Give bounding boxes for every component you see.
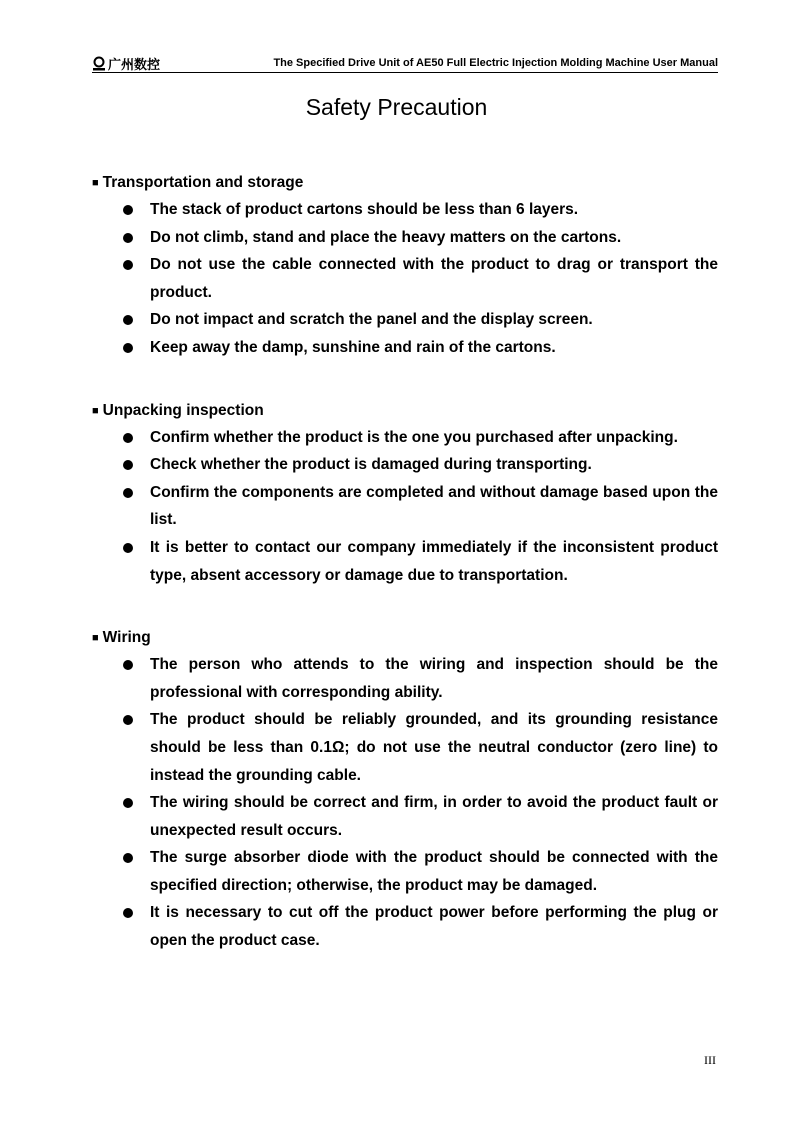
- page-number: III: [704, 1053, 716, 1067]
- bullet-dot-icon: [123, 908, 133, 918]
- section-heading: ■ Transportation and storage: [92, 174, 304, 191]
- list-item: Do not impact and scratch the panel and the display screen.: [92, 306, 718, 334]
- company-logo-text: 广州数控: [108, 58, 161, 73]
- bullet-dot-icon: [123, 460, 133, 470]
- bullet-dot-icon: [123, 853, 133, 863]
- list-item: The person who attends to the wiring and inspection should be the professional with corresponding ability.: [92, 651, 718, 706]
- page-title: Safety Precaution: [305, 94, 488, 120]
- section-transportation-storage: [92, 169, 718, 362]
- manual-title: The Specified Drive Unit of AE50 Full Electric Injection Molding Machine User Manual: [273, 57, 718, 69]
- list-item: The product should be reliably grounded, and its grounding resistance should be less than 0.1Ω; do not use the neutral conductor (zero line) to instead the grounding cable.: [92, 706, 718, 789]
- list-item: Do not use the cable connected with the product to drag or transport the product.: [92, 251, 718, 306]
- section-unpacking-inspection: [92, 397, 718, 590]
- section-heading: ■ Unpacking inspection: [92, 401, 264, 419]
- bullet-dot-icon: [123, 715, 133, 725]
- bullet-dot-icon: [123, 660, 133, 670]
- list-item: The wiring should be correct and firm, in order to avoid the product fault or unexpected result occurs.: [92, 789, 718, 844]
- list-item: Do not climb, stand and place the heavy matters on the cartons.: [92, 224, 718, 252]
- square-bullet-icon: ■: [92, 404, 99, 417]
- square-bullet-icon: ■: [92, 632, 99, 645]
- company-logo: [92, 54, 160, 73]
- list-item: Keep away the damp, sunshine and rain of the cartons.: [92, 334, 718, 362]
- list-item: Confirm whether the product is the one you purchased after unpacking.: [92, 424, 718, 452]
- bullet-dot-icon: [123, 260, 133, 270]
- bullet-dot-icon: [123, 488, 133, 498]
- bullet-list: [92, 196, 718, 362]
- bullet-dot-icon: [123, 233, 133, 243]
- bullet-dot-icon: [123, 798, 133, 808]
- document-body: [92, 169, 718, 955]
- company-logo-icon: [92, 56, 106, 72]
- list-item: Confirm the components are completed and without damage based upon the list.: [92, 479, 718, 534]
- page-header: [92, 53, 718, 73]
- bullet-dot-icon: [123, 205, 133, 215]
- bullet-list: [92, 424, 718, 590]
- list-item: Check whether the product is damaged during transporting.: [92, 451, 718, 479]
- section-wiring: [92, 624, 718, 955]
- list-item: It is necessary to cut off the product power before performing the plug or open the product case.: [92, 899, 718, 954]
- list-item: It is better to contact our company immediately if the inconsistent product type, absent accessory or damage due to transportation.: [92, 534, 718, 589]
- section-heading: ■ Wiring: [92, 629, 151, 647]
- square-bullet-icon: ■: [92, 177, 99, 189]
- bullet-dot-icon: [123, 343, 133, 353]
- list-item: The surge absorber diode with the product should be connected with the specified direction; otherwise, the product may be damaged.: [92, 844, 718, 899]
- bullet-list: [92, 651, 718, 955]
- bullet-dot-icon: [123, 543, 133, 553]
- bullet-dot-icon: [123, 315, 133, 325]
- list-item: The stack of product cartons should be less than 6 layers.: [92, 196, 718, 224]
- bullet-dot-icon: [123, 433, 133, 443]
